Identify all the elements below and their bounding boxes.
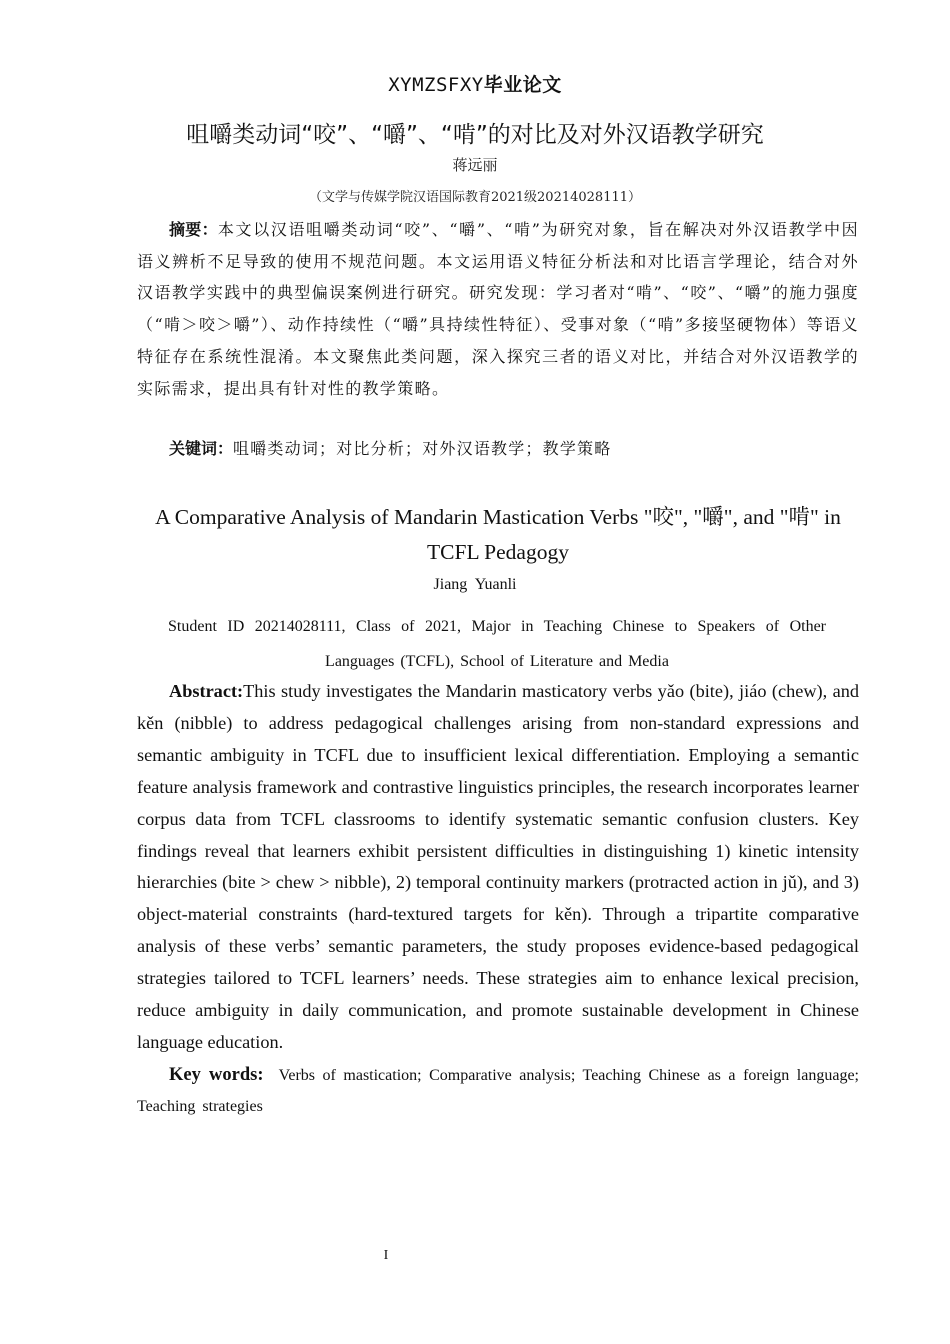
header-chinese: 毕业论文: [483, 74, 562, 96]
english-abstract-text: This study investigates the Mandarin masticatory verbs yǎo (bite), jiáo (chew), and kěn (nibble) to address pedagogical challenges arising from non-standard expressions and semantic ambiguity in TCFL due to insufficient lexical differentiation. Employing a semantic feature analysis framework and contrastive linguistics principles, the research incorporates learner corpus data from TCFL classrooms to identify systematic semantic confusion clusters. Key findings reveal that learners exhibit persistent difficulties in distinguishing 1) kinetic intensity hierarchies (bite > chew > nibble), 2) temporal continuity markers (protracted action in jǔ), and 3) object-material constraints (hard-textured targets for kěn). Through a tripartite comparative analysis of these verbs’ semantic parameters, the study proposes evidence-based pedagogical strategies tailored to TCFL learners’ needs. These strategies aim to enhance lexical precision, reduce ambiguity in daily communication, and promote sustainable development in Chinese language education.: [137, 681, 859, 1052]
english-author: Jiang Yuanli: [433, 576, 517, 593]
english-keywords: [137, 1060, 859, 1122]
chinese-title: 咀嚼类动词“咬”、“嚼”、“啃”的对比及对外汉语教学研究: [186, 122, 764, 148]
chinese-abstract: [137, 214, 859, 404]
header-latin: XYMZSFXY: [388, 74, 484, 96]
page-header: [0, 70, 950, 97]
chinese-keywords-text: 咀嚼类动词；对比分析；对外汉语教学；教学策略: [233, 439, 612, 458]
english-title: A Comparative Analysis of Mandarin Mastication Verbs "咬", "嚼", and "啃" in TCFL Pedagogy: [155, 505, 841, 564]
english-keywords-label: Key words:: [169, 1065, 264, 1085]
english-keywords-text: Verbs of mastication; Comparative analysis; Teaching Chinese as a foreign language; Teaching strategies: [137, 1067, 860, 1115]
chinese-keywords: [169, 436, 859, 459]
chinese-affiliation: （文学与传媒学院汉语国际教育2021级20214028111）: [308, 190, 642, 205]
chinese-author: 蒋远丽: [452, 156, 498, 174]
page-number: I: [383, 1248, 389, 1263]
english-abstract-label: Abstract:: [169, 681, 244, 701]
chinese-abstract-label: 摘要：: [169, 220, 218, 239]
chinese-keywords-label: 关键词：: [169, 439, 234, 458]
english-affiliation: Student ID 20214028111, Class of 2021, Major in Teaching Chinese to Speakers of Other Languages (TCFL), School of Literature and Media: [168, 618, 826, 670]
english-abstract: [137, 676, 859, 1059]
chinese-abstract-text: 本文以汉语咀嚼类动词“咬”、“嚼”、“啃”为研究对象，旨在解决对外汉语教学中因语义辨析不足导致的使用不规范问题。本文运用语义特征分析法和对比语言学理论，结合对外汉语教学实践中的典型偏误案例进行研究。研究发现：学习者对“啃”、“咬”、“嚼”的施力强度（“啃＞咬＞嚼”）、动作持续性（“嚼”具持续性特征）、受事对象（“啃”多接坚硬物体）等语义特征存在系统性混淆。本文聚焦此类问题，深入探究三者的语义对比，并结合对外汉语教学的实际需求，提出具有针对性的教学策略。: [137, 220, 859, 398]
